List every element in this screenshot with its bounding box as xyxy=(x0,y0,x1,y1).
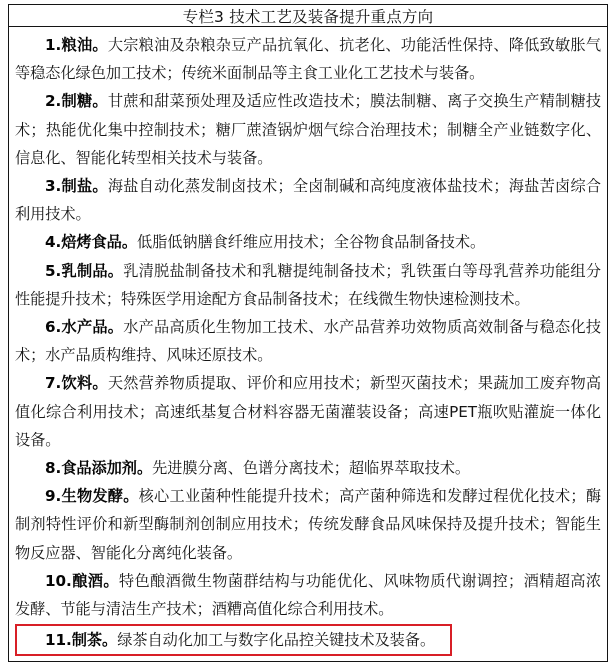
callout-entry-body: 水产品高质化生物加工技术、水产品营养功效物质高效制备与稳态化技术；水产品质构维持、风味还原技术。 xyxy=(15,318,601,365)
callout-entry-heading: 水产品 xyxy=(61,318,108,337)
callout-entry xyxy=(15,87,601,172)
callout-entry-heading: 焙烤食品 xyxy=(61,233,122,252)
callout-entry-separator: 。 xyxy=(107,318,124,337)
callout-entry xyxy=(15,567,601,623)
callout-entry xyxy=(15,482,601,567)
callout-entry-body: 乳清脱盐制备技术和乳糖提纯制备技术；乳铁蛋白等母乳营养功能组分性能提升技术；特殊医学用途配方食品制备技术；在线微生物快速检测技术。 xyxy=(15,261,601,308)
callout-box-table xyxy=(8,4,608,662)
callout-entry-lead: 6. xyxy=(45,318,62,337)
callout-entry-lead: 2. xyxy=(45,92,62,111)
callout-entry xyxy=(15,454,601,482)
callout-body xyxy=(9,27,607,661)
callout-entry-body: 先进膜分离、色谱分离技术；超临界萃取技术。 xyxy=(152,459,470,478)
callout-entry-heading: 制糖 xyxy=(61,92,93,111)
callout-entry-body: 核心工业菌种性能提升技术；高产菌种筛选和发酵过程优化技术；酶制剂特性评价和新型酶制剂创制应用技术；传统发酵食品风味保持及提升技术；智能生物反应器、智能化分离纯化装备。 xyxy=(15,487,601,562)
callout-entry-body: 天然营养物质提取、评价和应用技术；新型灭菌技术；果蔬加工废弃物高值化综合利用技术；高速纸基复合材料容器无菌灌装设备；高速PET瓶吹贴灌旋一体化设备。 xyxy=(15,374,602,449)
callout-title-row xyxy=(9,5,607,27)
callout-entry-heading: 粮油 xyxy=(61,36,93,54)
callout-entry-body: 绿茶自动化加工与数字化品控关键技术及装备。 xyxy=(117,631,436,650)
callout-entry xyxy=(15,228,601,256)
callout-entry-heading: 饮料 xyxy=(61,374,93,393)
callout-entry-body: 海盐自动化蒸发制卤技术；全卤制碱和高纯度液体盐技术；海盐苦卤综合利用技术。 xyxy=(15,177,602,224)
callout-entry-separator: 。 xyxy=(107,261,124,280)
callout-entry-lead: 4. xyxy=(45,233,62,252)
callout-entry-lead: 5. xyxy=(45,261,62,280)
callout-entry-highlighted xyxy=(15,624,452,656)
callout-entry-separator: 。 xyxy=(92,374,108,393)
callout-entry-body: 特色酿酒微生物菌群结构与功能优化、风味物质代谢调控；酒精超高浓发酵、节能与清洁生产技术；酒糟高值化综合利用技术。 xyxy=(15,571,602,619)
callout-entry-lead: 11. xyxy=(45,631,72,650)
callout-entry-lead: 3. xyxy=(45,177,62,196)
callout-entry xyxy=(15,369,601,454)
callout-entry xyxy=(15,257,601,313)
callout-entry xyxy=(15,172,601,228)
callout-entry-lead: 8. xyxy=(45,459,62,478)
callout-entry-heading: 酿酒 xyxy=(71,571,104,590)
callout-entry-heading: 生物发酵 xyxy=(61,487,124,506)
callout-entry-lead: 1. xyxy=(45,36,62,54)
callout-entry-lead: 10. xyxy=(45,571,72,590)
callout-entry-heading: 乳制品 xyxy=(61,261,108,280)
callout-entry-separator: 。 xyxy=(92,177,108,196)
callout-entry-heading: 制盐 xyxy=(61,177,93,196)
callout-entry-separator: 。 xyxy=(102,631,118,650)
callout-entry-separator: 。 xyxy=(123,487,139,506)
callout-entry-separator: 。 xyxy=(92,36,108,54)
callout-entry-separator: 。 xyxy=(92,92,108,111)
callout-entry-lead: 7. xyxy=(45,374,62,393)
callout-entry xyxy=(15,313,601,369)
callout-entry-separator: 。 xyxy=(121,233,137,252)
callout-entry xyxy=(15,31,601,87)
callout-title: 专栏3 技术工艺及装备提升重点方向 xyxy=(182,8,434,26)
callout-entry-separator: 。 xyxy=(136,459,153,478)
callout-entry-separator: 。 xyxy=(103,571,119,590)
callout-entry-body: 低脂低钠膳食纤维应用技术；全谷物食品制备技术。 xyxy=(136,233,486,252)
callout-entry-body: 甘蔗和甜菜预处理及适应性改造技术；膜法制糖、离子交换生产精制糖技术；热能优化集中控制技术；糖厂蔗渣锅炉烟气综合治理技术；制糖全产业链数字化、信息化、智能化转型相关技术与装备。 xyxy=(15,92,602,167)
callout-entry-heading: 制茶 xyxy=(71,631,103,650)
callout-entry-lead: 9. xyxy=(45,487,62,506)
callout-entry-heading: 食品添加剂 xyxy=(61,459,137,478)
callout-entry-body: 大宗粮油及杂粮杂豆产品抗氧化、抗老化、功能活性保持、降低致敏胀气等稳态化绿色加工技术；传统米面制品等主食工业化工艺技术与装备。 xyxy=(15,36,602,83)
